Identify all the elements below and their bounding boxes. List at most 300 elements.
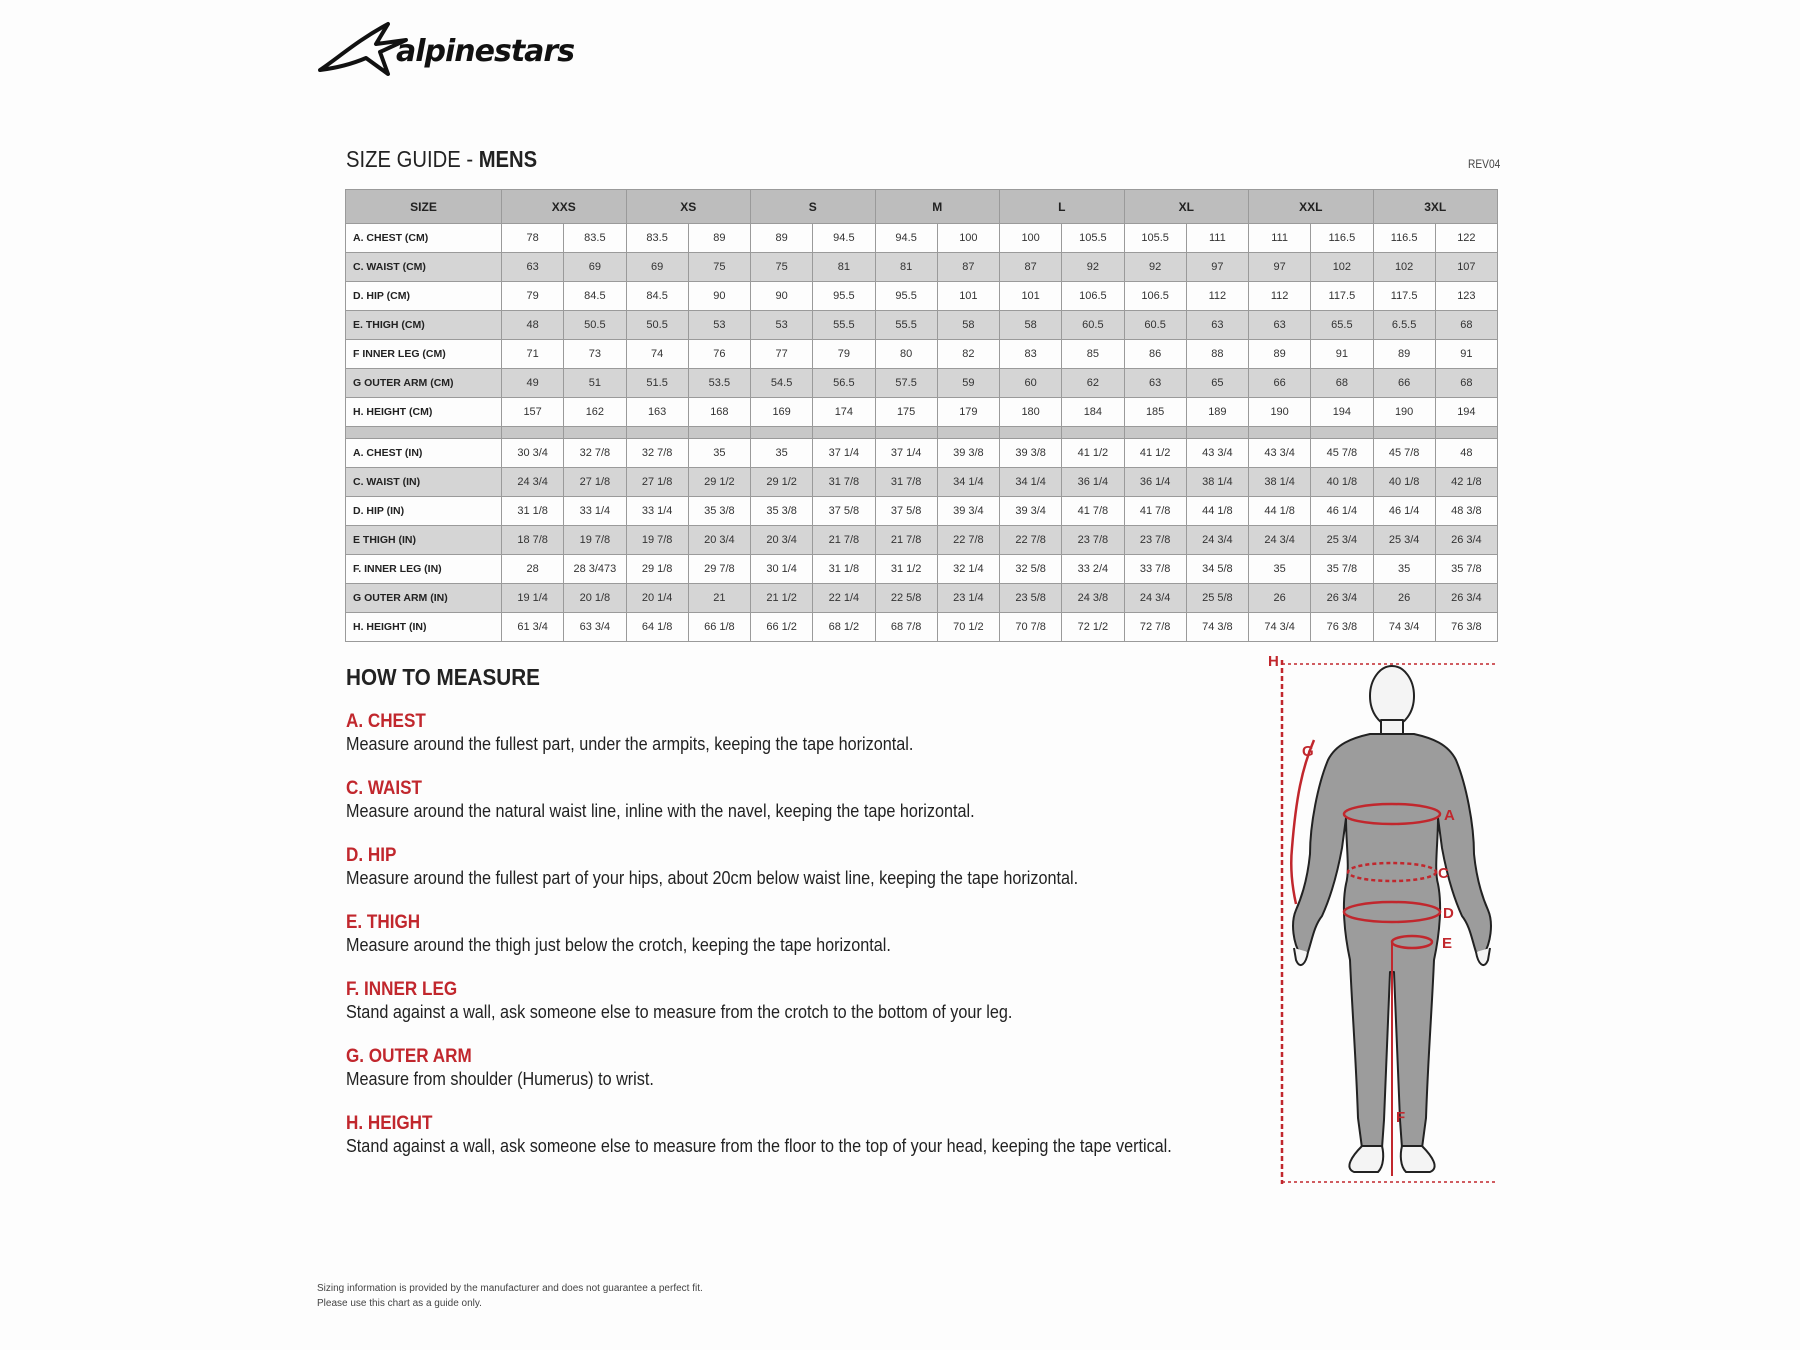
table-cell: 48	[502, 311, 564, 340]
table-cell: 53	[751, 311, 813, 340]
table-cell: 20 1/4	[626, 584, 688, 613]
table-row	[346, 468, 1498, 497]
table-cell: 112	[1249, 282, 1311, 311]
table-cell: 40 1/8	[1373, 468, 1435, 497]
table-cell: 36 1/4	[1062, 468, 1124, 497]
measure-description: Measure around the fullest part of your hips, about 20cm below waist line, keeping the tape horizontal.	[346, 868, 1079, 888]
table-cell: 41 7/8	[1062, 497, 1124, 526]
table-cell: 50.5	[564, 311, 626, 340]
table-cell: 180	[1000, 398, 1062, 427]
table-cell: 59	[937, 369, 999, 398]
table-cell: 46 1/4	[1311, 497, 1373, 526]
table-cell: 100	[1000, 224, 1062, 253]
table-cell: 163	[626, 398, 688, 427]
table-cell: 63	[1186, 311, 1248, 340]
table-cell: 24 3/4	[502, 468, 564, 497]
table-cell: 29 7/8	[688, 555, 750, 584]
measure-chest	[346, 711, 1246, 755]
table-cell: 23 5/8	[1000, 584, 1062, 613]
table-cell: 179	[937, 398, 999, 427]
table-cell: 33 1/4	[564, 497, 626, 526]
divider-cell	[751, 427, 813, 439]
row-label: C. WAIST (IN)	[346, 468, 502, 497]
divider-cell	[813, 427, 875, 439]
size-header-m: M	[875, 190, 1000, 224]
table-cell: 38 1/4	[1249, 468, 1311, 497]
table-cell: 53	[688, 311, 750, 340]
divider-cell	[1062, 427, 1124, 439]
table-divider	[346, 427, 1498, 439]
row-label: F INNER LEG (CM)	[346, 340, 502, 369]
row-label: E THIGH (IN)	[346, 526, 502, 555]
table-cell: 24 3/4	[1186, 526, 1248, 555]
row-label: D. HIP (IN)	[346, 497, 502, 526]
table-cell: 112	[1186, 282, 1248, 311]
table-cell: 22 7/8	[1000, 526, 1062, 555]
table-cell: 45 7/8	[1373, 439, 1435, 468]
row-label: F. INNER LEG (IN)	[346, 555, 502, 584]
table-cell: 31 7/8	[875, 468, 937, 497]
table-cell: 74 3/8	[1186, 613, 1248, 642]
table-cell: 33 7/8	[1124, 555, 1186, 584]
table-cell: 32 5/8	[1000, 555, 1062, 584]
table-cell: 63	[1249, 311, 1311, 340]
table-cell: 97	[1249, 253, 1311, 282]
divider-cell	[1373, 427, 1435, 439]
table-cell: 83.5	[626, 224, 688, 253]
table-cell: 62	[1062, 369, 1124, 398]
table-cell: 25 3/4	[1373, 526, 1435, 555]
table-cell: 72 7/8	[1124, 613, 1186, 642]
table-row	[346, 311, 1498, 340]
table-cell: 60.5	[1062, 311, 1124, 340]
table-cell: 37 1/4	[813, 439, 875, 468]
table-row	[346, 497, 1498, 526]
table-cell: 45 7/8	[1311, 439, 1373, 468]
row-label: E. THIGH (CM)	[346, 311, 502, 340]
table-cell: 94.5	[875, 224, 937, 253]
table-cell: 97	[1186, 253, 1248, 282]
label-g: G	[1302, 743, 1314, 760]
table-cell: 83.5	[564, 224, 626, 253]
table-cell: 33 2/4	[1062, 555, 1124, 584]
table-cell: 58	[1000, 311, 1062, 340]
measure-heading: C. WAIST	[346, 778, 423, 799]
table-cell: 189	[1186, 398, 1248, 427]
revision-label: REV04	[1468, 157, 1501, 171]
divider-cell	[1186, 427, 1248, 439]
table-cell: 95.5	[813, 282, 875, 311]
table-cell: 46 1/4	[1373, 497, 1435, 526]
table-cell: 101	[937, 282, 999, 311]
table-cell: 190	[1249, 398, 1311, 427]
table-cell: 71	[502, 340, 564, 369]
table-cell: 77	[751, 340, 813, 369]
title-bold: MENS	[478, 146, 538, 172]
table-cell: 32 1/4	[937, 555, 999, 584]
table-cell: 72 1/2	[1062, 613, 1124, 642]
table-cell: 70 7/8	[1000, 613, 1062, 642]
table-row	[346, 439, 1498, 468]
table-cell: 92	[1124, 253, 1186, 282]
table-cell: 95.5	[875, 282, 937, 311]
table-cell: 20 1/8	[564, 584, 626, 613]
size-header-3xl: 3XL	[1373, 190, 1498, 224]
table-cell: 22 1/4	[813, 584, 875, 613]
table-cell: 75	[751, 253, 813, 282]
table-cell: 24 3/4	[1124, 584, 1186, 613]
table-cell: 35	[751, 439, 813, 468]
row-label: G OUTER ARM (IN)	[346, 584, 502, 613]
table-cell: 76 3/8	[1435, 613, 1497, 642]
label-a: A	[1444, 807, 1455, 824]
table-cell: 25 5/8	[1186, 584, 1248, 613]
table-cell: 33 1/4	[626, 497, 688, 526]
table-cell: 40 1/8	[1311, 468, 1373, 497]
table-cell: 26	[1249, 584, 1311, 613]
table-row	[346, 398, 1498, 427]
measure-description: Stand against a wall, ask someone else to measure from the floor to the top of your head, keeping the tape vertical.	[346, 1136, 1172, 1156]
table-cell: 41 1/2	[1062, 439, 1124, 468]
table-cell: 23 7/8	[1062, 526, 1124, 555]
table-cell: 162	[564, 398, 626, 427]
row-label: A. CHEST (IN)	[346, 439, 502, 468]
table-cell: 190	[1373, 398, 1435, 427]
divider-cell	[1249, 427, 1311, 439]
measure-description: Stand against a wall, ask someone else to measure from the crotch to the bottom of your leg.	[346, 1002, 1013, 1022]
label-c: C	[1438, 865, 1449, 882]
table-cell: 25 3/4	[1311, 526, 1373, 555]
table-cell: 65.5	[1311, 311, 1373, 340]
table-row	[346, 224, 1498, 253]
table-cell: 174	[813, 398, 875, 427]
table-cell: 89	[688, 224, 750, 253]
table-cell: 41 7/8	[1124, 497, 1186, 526]
table-cell: 116.5	[1311, 224, 1373, 253]
measure-waist	[346, 778, 1246, 822]
table-cell: 19 7/8	[626, 526, 688, 555]
table-cell: 63	[502, 253, 564, 282]
table-cell: 35 3/8	[688, 497, 750, 526]
table-cell: 23 7/8	[1124, 526, 1186, 555]
table-cell: 94.5	[813, 224, 875, 253]
table-cell: 75	[688, 253, 750, 282]
table-cell: 22 7/8	[937, 526, 999, 555]
row-label: G OUTER ARM (CM)	[346, 369, 502, 398]
measure-heading: D. HIP	[346, 845, 397, 866]
table-cell: 85	[1062, 340, 1124, 369]
label-f: F	[1396, 1109, 1406, 1126]
measure-thigh	[346, 912, 1246, 956]
measure-description: Measure around the natural waist line, inline with the navel, keeping the tape horizontal.	[346, 801, 975, 821]
table-cell: 63 3/4	[564, 613, 626, 642]
table-cell: 26 3/4	[1435, 584, 1497, 613]
table-cell: 35 7/8	[1435, 555, 1497, 584]
table-row	[346, 369, 1498, 398]
table-cell: 65	[1186, 369, 1248, 398]
table-cell: 26	[1373, 584, 1435, 613]
table-cell: 18 7/8	[502, 526, 564, 555]
divider-cell	[875, 427, 937, 439]
divider-cell	[564, 427, 626, 439]
table-cell: 56.5	[813, 369, 875, 398]
divider-cell	[626, 427, 688, 439]
table-cell: 19 1/4	[502, 584, 564, 613]
table-cell: 81	[813, 253, 875, 282]
table-cell: 169	[751, 398, 813, 427]
table-cell: 31 1/8	[813, 555, 875, 584]
table-cell: 35	[688, 439, 750, 468]
label-d: D	[1443, 905, 1454, 922]
table-cell: 194	[1435, 398, 1497, 427]
page-title	[346, 146, 537, 173]
table-cell: 35	[1373, 555, 1435, 584]
table-cell: 74 3/4	[1249, 613, 1311, 642]
table-cell: 44 1/8	[1186, 497, 1248, 526]
table-cell: 34 5/8	[1186, 555, 1248, 584]
table-cell: 87	[937, 253, 999, 282]
measure-heading: H. HEIGHT	[346, 1113, 433, 1134]
table-cell: 81	[875, 253, 937, 282]
size-header-l: L	[1000, 190, 1125, 224]
table-cell: 80	[875, 340, 937, 369]
table-cell: 79	[502, 282, 564, 311]
table-cell: 91	[1311, 340, 1373, 369]
table-cell: 61 3/4	[502, 613, 564, 642]
table-cell: 53.5	[688, 369, 750, 398]
divider-cell	[937, 427, 999, 439]
table-cell: 87	[1000, 253, 1062, 282]
measure-inner-leg	[346, 979, 1246, 1023]
divider-cell	[1000, 427, 1062, 439]
table-cell: 30 1/4	[751, 555, 813, 584]
table-cell: 29 1/2	[688, 468, 750, 497]
table-row	[346, 613, 1498, 642]
size-header-xxl: XXL	[1249, 190, 1374, 224]
table-cell: 21 1/2	[751, 584, 813, 613]
table-cell: 101	[1000, 282, 1062, 311]
divider-cell	[1435, 427, 1497, 439]
table-cell: 89	[1249, 340, 1311, 369]
table-cell: 49	[502, 369, 564, 398]
table-cell: 28 3/473	[564, 555, 626, 584]
table-cell: 102	[1311, 253, 1373, 282]
table-cell: 23 1/4	[937, 584, 999, 613]
table-cell: 28	[502, 555, 564, 584]
table-cell: 58	[937, 311, 999, 340]
table-cell: 74	[626, 340, 688, 369]
table-cell: 117.5	[1373, 282, 1435, 311]
how-to-measure-title: HOW TO MEASURE	[346, 664, 540, 690]
table-cell: 36 1/4	[1124, 468, 1186, 497]
table-cell: 157	[502, 398, 564, 427]
measure-heading: E. THIGH	[346, 912, 421, 933]
divider-cell	[688, 427, 750, 439]
table-cell: 31 1/8	[502, 497, 564, 526]
table-cell: 73	[564, 340, 626, 369]
table-cell: 91	[1435, 340, 1497, 369]
table-cell: 63	[1124, 369, 1186, 398]
title-prefix: SIZE GUIDE -	[346, 146, 479, 172]
divider-cell	[1124, 427, 1186, 439]
table-cell: 84.5	[626, 282, 688, 311]
size-header-s: S	[751, 190, 876, 224]
table-cell: 90	[751, 282, 813, 311]
table-cell: 64 1/8	[626, 613, 688, 642]
table-cell: 116.5	[1373, 224, 1435, 253]
table-cell: 20 3/4	[688, 526, 750, 555]
table-cell: 48 3/8	[1435, 497, 1497, 526]
table-cell: 35 3/8	[751, 497, 813, 526]
table-cell: 27 1/8	[564, 468, 626, 497]
row-label: H. HEIGHT (IN)	[346, 613, 502, 642]
measure-heading: G. OUTER ARM	[346, 1046, 472, 1067]
table-cell: 106.5	[1062, 282, 1124, 311]
table-cell: 37 1/4	[875, 439, 937, 468]
table-cell: 90	[688, 282, 750, 311]
measure-heading: A. CHEST	[346, 711, 426, 732]
table-cell: 83	[1000, 340, 1062, 369]
table-cell: 68	[1435, 311, 1497, 340]
table-cell: 69	[564, 253, 626, 282]
table-cell: 60.5	[1124, 311, 1186, 340]
table-cell: 92	[1062, 253, 1124, 282]
table-row	[346, 340, 1498, 369]
measure-description: Measure around the fullest part, under the armpits, keeping the tape horizontal.	[346, 734, 914, 754]
row-label: C. WAIST (CM)	[346, 253, 502, 282]
table-cell: 70 1/2	[937, 613, 999, 642]
table-cell: 37 5/8	[875, 497, 937, 526]
table-cell: 29 1/2	[751, 468, 813, 497]
table-cell: 88	[1186, 340, 1248, 369]
row-label: H. HEIGHT (CM)	[346, 398, 502, 427]
footnote-line-2: Please use this chart as a guide only.	[317, 1298, 482, 1309]
table-cell: 76 3/8	[1311, 613, 1373, 642]
table-cell: 69	[626, 253, 688, 282]
size-header-xl: XL	[1124, 190, 1249, 224]
measure-outer-arm	[346, 1046, 1246, 1090]
table-cell: 6.5.5	[1373, 311, 1435, 340]
table-cell: 122	[1435, 224, 1497, 253]
size-header-xxs: XXS	[502, 190, 627, 224]
table-cell: 54.5	[751, 369, 813, 398]
table-cell: 20 3/4	[751, 526, 813, 555]
table-cell: 34 1/4	[937, 468, 999, 497]
table-cell: 39 3/8	[937, 439, 999, 468]
table-cell: 105.5	[1062, 224, 1124, 253]
table-cell: 39 3/4	[937, 497, 999, 526]
table-cell: 89	[1373, 340, 1435, 369]
table-cell: 194	[1311, 398, 1373, 427]
measure-height	[346, 1113, 1246, 1157]
table-cell: 74 3/4	[1373, 613, 1435, 642]
footnote-line-1: Sizing information is provided by the manufacturer and does not guarantee a perfect fit.	[317, 1283, 703, 1294]
table-cell: 111	[1249, 224, 1311, 253]
size-header-row	[346, 190, 1498, 224]
table-cell: 168	[688, 398, 750, 427]
table-cell: 34 1/4	[1000, 468, 1062, 497]
table-cell: 31 7/8	[813, 468, 875, 497]
table-cell: 42 1/8	[1435, 468, 1497, 497]
measure-heading: F. INNER LEG	[346, 979, 458, 1000]
footnote	[317, 1281, 703, 1311]
table-cell: 35	[1249, 555, 1311, 584]
measure-description: Measure from shoulder (Humerus) to wrist.	[346, 1069, 654, 1089]
table-cell: 68 7/8	[875, 613, 937, 642]
table-cell: 19 7/8	[564, 526, 626, 555]
table-cell: 66	[1373, 369, 1435, 398]
table-cell: 29 1/8	[626, 555, 688, 584]
table-cell: 185	[1124, 398, 1186, 427]
table-cell: 21	[688, 584, 750, 613]
table-cell: 41 1/2	[1124, 439, 1186, 468]
table-cell: 55.5	[875, 311, 937, 340]
table-cell: 44 1/8	[1249, 497, 1311, 526]
table-row	[346, 253, 1498, 282]
measure-hip	[346, 845, 1246, 889]
table-cell: 26 3/4	[1435, 526, 1497, 555]
table-cell: 79	[813, 340, 875, 369]
table-cell: 24 3/4	[1249, 526, 1311, 555]
table-cell: 89	[751, 224, 813, 253]
table-cell: 102	[1373, 253, 1435, 282]
table-cell: 66 1/8	[688, 613, 750, 642]
table-cell: 37 5/8	[813, 497, 875, 526]
label-e: E	[1442, 935, 1453, 952]
table-cell: 38 1/4	[1186, 468, 1248, 497]
table-cell: 68	[1311, 369, 1373, 398]
table-cell: 32 7/8	[626, 439, 688, 468]
label-h: H	[1268, 653, 1279, 670]
divider-cell	[346, 427, 502, 439]
table-cell: 66	[1249, 369, 1311, 398]
table-cell: 50.5	[626, 311, 688, 340]
table-cell: 68 1/2	[813, 613, 875, 642]
table-cell: 43 3/4	[1186, 439, 1248, 468]
table-cell: 117.5	[1311, 282, 1373, 311]
table-cell: 123	[1435, 282, 1497, 311]
table-cell: 35 7/8	[1311, 555, 1373, 584]
table-cell: 31 1/2	[875, 555, 937, 584]
row-label: D. HIP (CM)	[346, 282, 502, 311]
table-cell: 51.5	[626, 369, 688, 398]
size-header-xs: XS	[626, 190, 751, 224]
table-cell: 51	[564, 369, 626, 398]
table-cell: 22 5/8	[875, 584, 937, 613]
size-column-header: SIZE	[346, 190, 502, 224]
table-cell: 21 7/8	[813, 526, 875, 555]
table-row	[346, 526, 1498, 555]
table-cell: 66 1/2	[751, 613, 813, 642]
row-label: A. CHEST (CM)	[346, 224, 502, 253]
table-cell: 76	[688, 340, 750, 369]
table-cell: 32 7/8	[564, 439, 626, 468]
table-cell: 55.5	[813, 311, 875, 340]
table-row	[346, 555, 1498, 584]
table-cell: 60	[1000, 369, 1062, 398]
measure-description: Measure around the thigh just below the crotch, keeping the tape horizontal.	[346, 935, 891, 955]
table-cell: 100	[937, 224, 999, 253]
table-cell: 78	[502, 224, 564, 253]
table-cell: 39 3/8	[1000, 439, 1062, 468]
table-cell: 30 3/4	[502, 439, 564, 468]
table-cell: 175	[875, 398, 937, 427]
table-row	[346, 282, 1498, 311]
table-cell: 27 1/8	[626, 468, 688, 497]
table-cell: 82	[937, 340, 999, 369]
table-cell: 43 3/4	[1249, 439, 1311, 468]
table-cell: 21 7/8	[875, 526, 937, 555]
